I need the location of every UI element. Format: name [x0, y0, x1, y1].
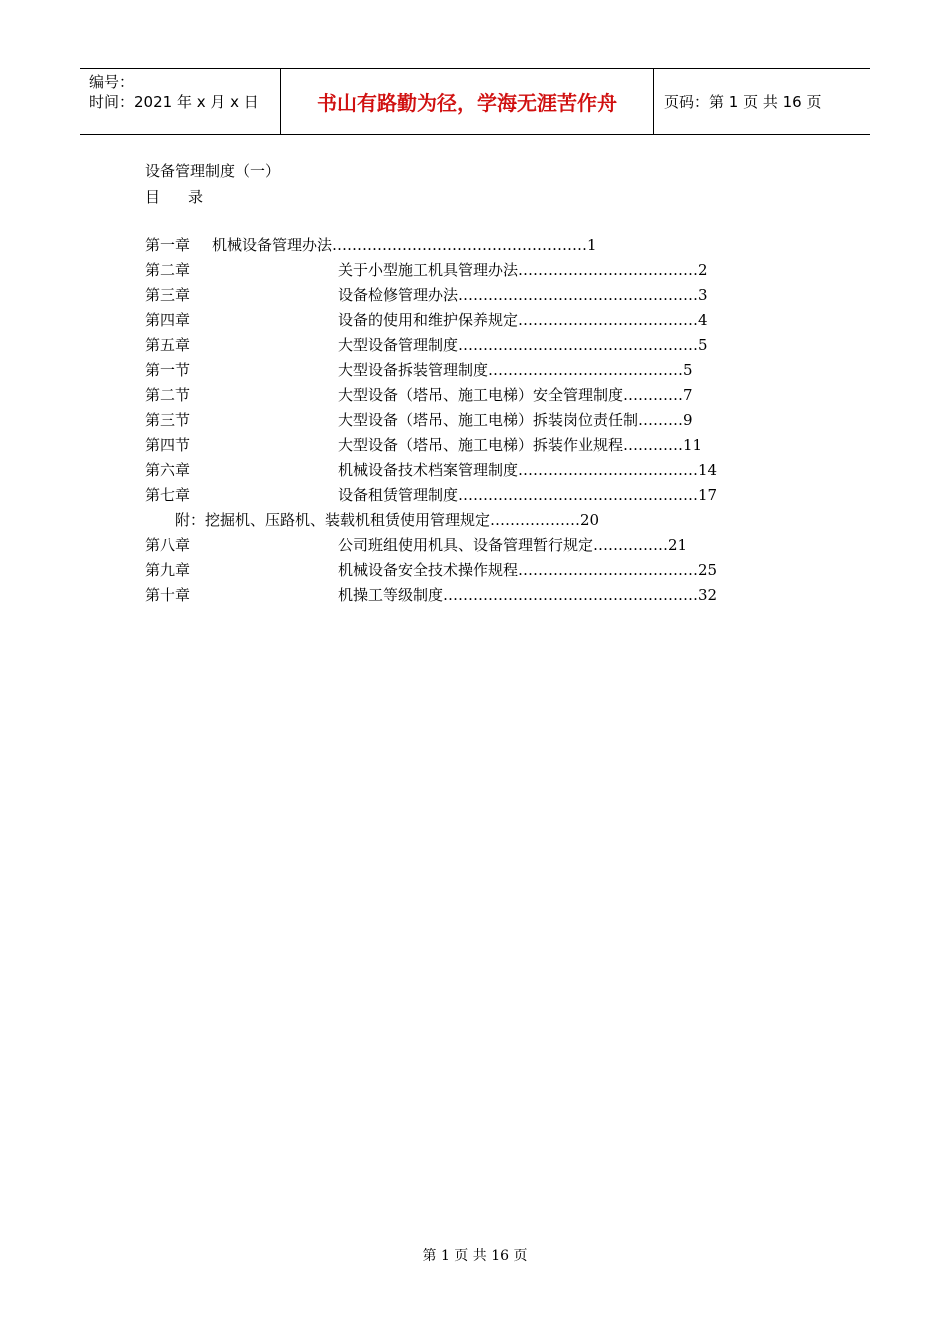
toc-page-number: 14 [698, 461, 718, 479]
toc-entry-label: 第五章 [145, 336, 191, 354]
toc-leader-dots: ……………………………… [518, 261, 699, 279]
toc-entry-text: 大型设备（塔吊、施工电梯）拆装作业规程 [338, 436, 624, 454]
document-title: 设备管理制度（一） [145, 162, 281, 180]
motto: 书山有路勤为径，学海无涯苦作舟 [317, 91, 617, 115]
toc-page-number: 25 [698, 561, 718, 579]
toc-page-number: 11 [683, 436, 703, 454]
toc-entry-label: 第八章 [145, 536, 191, 554]
toc-leader-dots: ………………………………………… [458, 486, 699, 504]
toc-leader-dots: …………… [593, 536, 669, 554]
toc-entry-label: 第二章 [145, 261, 191, 279]
toc-entry-title [338, 534, 687, 556]
toc-entry-title [212, 234, 597, 256]
toc-leader-dots: ……… [638, 411, 684, 429]
toc-entry-label: 第九章 [145, 561, 191, 579]
toc-leader-dots: …………………………………………… [443, 586, 699, 604]
toc-entry-title [338, 334, 708, 356]
toc-entry-label: 第三章 [145, 286, 191, 304]
time-label: 时间：2021 年 x 月 x 日 [89, 93, 259, 111]
toc-page-number: 7 [683, 386, 693, 404]
header-motto-cell [281, 69, 654, 134]
toc-leader-dots: ………… [623, 436, 684, 454]
toc-page-number: 32 [698, 586, 718, 604]
toc-entry-text: 公司班组使用机具、设备管理暂行规定 [338, 536, 594, 554]
page-info: 页码：第 1 页 共 16 页 [664, 93, 822, 111]
toc-entry-text: 大型设备（塔吊、施工电梯）安全管理制度 [338, 386, 624, 404]
page-header [80, 68, 870, 135]
toc-page-number: 20 [580, 511, 600, 529]
toc-page-number: 2 [698, 261, 708, 279]
toc-leader-dots: ………… [623, 386, 684, 404]
toc-entry-title [338, 284, 708, 306]
toc-page-number: 1 [587, 236, 597, 254]
toc-page-number: 17 [698, 486, 718, 504]
toc-leader-dots: ……………………………… [518, 311, 699, 329]
toc-entry-title [338, 409, 693, 431]
toc-entry-label: 第六章 [145, 461, 191, 479]
toc-entry-text: 机操工等级制度 [338, 586, 444, 604]
toc-entry-label: 第三节 [145, 411, 191, 429]
toc-page-number: 3 [698, 286, 708, 304]
toc-entry-text: 设备检修管理办法 [338, 286, 459, 304]
toc-leader-dots: ………………………………………… [458, 286, 699, 304]
toc-entry-title [338, 434, 702, 456]
toc-leader-dots: ……………………………… [518, 561, 699, 579]
toc-entry-label: 第四节 [145, 436, 191, 454]
toc-entry-label: 第一节 [145, 361, 191, 379]
toc-entry-label: 第十章 [145, 586, 191, 604]
header-page-info [654, 69, 870, 134]
toc-entry-text: 机械设备安全技术操作规程 [338, 561, 519, 579]
number-label: 编号： [89, 73, 135, 91]
toc-entry-label: 第七章 [145, 486, 191, 504]
toc-entry-text: 设备的使用和维护保养规定 [338, 311, 519, 329]
toc-leader-dots: …………………………………………… [332, 236, 588, 254]
toc-leader-dots: ………………………………………… [458, 336, 699, 354]
toc-entry-title [338, 584, 717, 606]
toc-heading [145, 186, 203, 208]
toc-entry-title [338, 559, 717, 581]
toc-entry-text: 大型设备（塔吊、施工电梯）拆装岗位责任制 [338, 411, 639, 429]
toc-entry-title [338, 359, 693, 381]
toc-entry-title [338, 484, 717, 506]
toc-leader-dots: ……………………………… [518, 461, 699, 479]
toc-entry-text: 大型设备管理制度 [338, 336, 459, 354]
toc-entry-label: 第二节 [145, 386, 191, 404]
toc-entry-text: 机械设备技术档案管理制度 [338, 461, 519, 479]
toc-entry-text: 附：挖掘机、压路机、装载机租赁使用管理规定 [175, 511, 491, 529]
page-footer: 第 1 页 共 16 页 [422, 1248, 528, 1264]
toc-entry-title [338, 309, 708, 331]
toc-entry-text: 设备租赁管理制度 [338, 486, 459, 504]
toc-page-number: 5 [698, 336, 708, 354]
toc-entry-text: 关于小型施工机具管理办法 [338, 261, 519, 279]
toc-page-number: 4 [698, 311, 708, 329]
toc-page-number: 9 [683, 411, 693, 429]
toc-entry-label: 第一章 [145, 236, 191, 254]
toc-page-number: 21 [668, 536, 688, 554]
toc-leader-dots: ……………… [490, 511, 581, 529]
toc-entry-title [338, 259, 708, 281]
toc-entry-text: 大型设备拆装管理制度 [338, 361, 489, 379]
toc-heading-char: 录 [188, 188, 204, 206]
toc-entry-title [338, 459, 717, 481]
toc-heading-char: 目 [145, 188, 161, 206]
toc-entry-text: 机械设备管理办法 [212, 236, 333, 254]
toc-page-number: 5 [683, 361, 693, 379]
toc-entry-label: 第四章 [145, 311, 191, 329]
header-meta [80, 69, 281, 134]
toc-leader-dots: ………………………………… [488, 361, 684, 379]
toc-entry-title [175, 509, 599, 531]
toc-entry-title [338, 384, 693, 406]
